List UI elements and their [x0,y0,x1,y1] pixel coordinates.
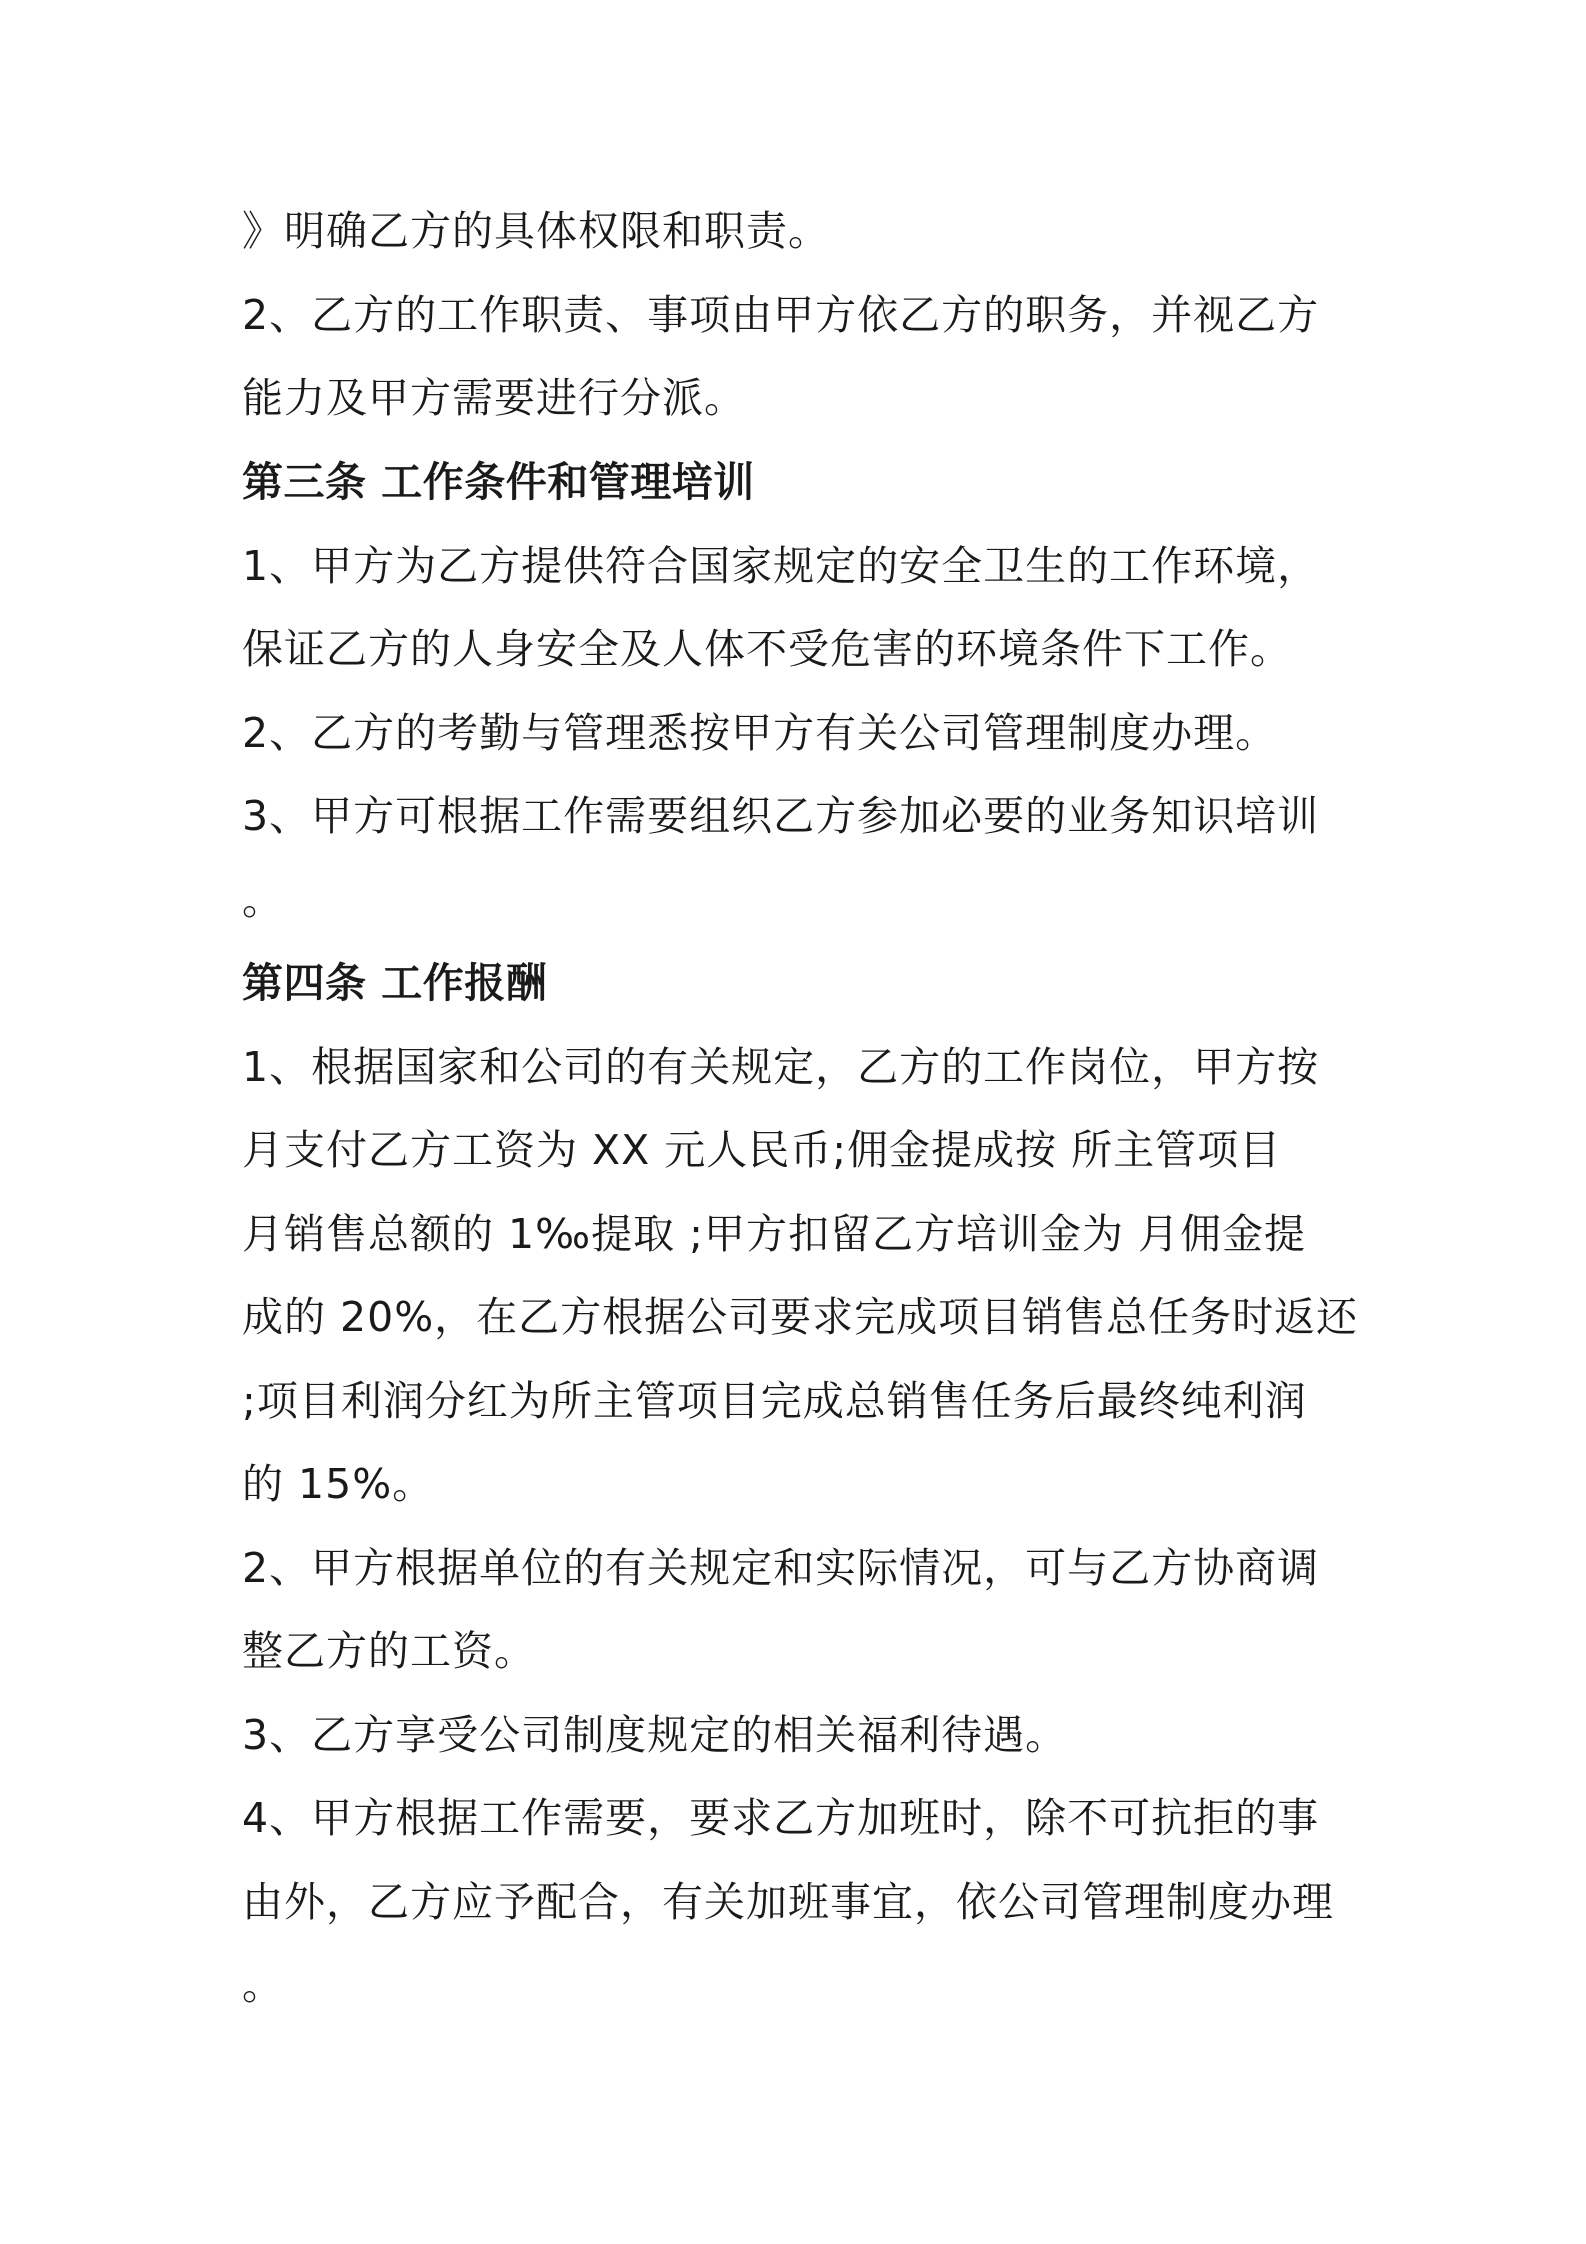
text-line: 月支付乙方工资为 XX 元人民币;佣金提成按 所主管项目 [242,1126,1282,1174]
text-line: ;项目利润分红为所主管项目完成总销售任务后最终纯利润 [242,1377,1307,1425]
text-line: 。 [242,1961,284,2009]
text-line: 成的 20%，在乙方根据公司要求完成项目销售总任务时返还 [242,1293,1359,1341]
text-line: 能力及甲方需要进行分派。 [242,374,746,422]
text-line: 。 [242,876,284,924]
text-line: 》明确乙方的具体权限和职责。 [242,207,830,255]
section-heading: 第三条 工作条件和管理培训 [242,458,755,506]
text-line: 保证乙方的人身安全及人体不受危害的环境条件下工作。 [242,625,1292,673]
text-line: 2、甲方根据单位的有关规定和实际情况，可与乙方协商调 [242,1544,1320,1592]
text-line: 2、乙方的工作职责、事项由甲方依乙方的职务，并视乙方 [242,291,1320,339]
text-line: 1、根据国家和公司的有关规定，乙方的工作岗位，甲方按 [242,1043,1320,1091]
text-line: 1、甲方为乙方提供符合国家规定的安全卫生的工作环境， [242,542,1320,590]
text-line: 2、乙方的考勤与管理悉按甲方有关公司管理制度办理。 [242,709,1278,757]
text-line: 月销售总额的 1‰提取 ;甲方扣留乙方培训金为 月佣金提 [242,1210,1307,1258]
text-line: 3、乙方享受公司制度规定的相关福利待遇。 [242,1711,1068,1759]
text-line: 整乙方的工资。 [242,1627,536,1675]
text-line: 4、甲方根据工作需要，要求乙方加班时，除不可抗拒的事 [242,1794,1320,1842]
text-line: 3、甲方可根据工作需要组织乙方参加必要的业务知识培训 [242,792,1320,840]
text-line: 由外，乙方应予配合，有关加班事宜，依公司管理制度办理 [242,1878,1334,1926]
section-heading: 第四条 工作报酬 [242,959,548,1007]
text-line: 的 15%。 [242,1460,435,1508]
